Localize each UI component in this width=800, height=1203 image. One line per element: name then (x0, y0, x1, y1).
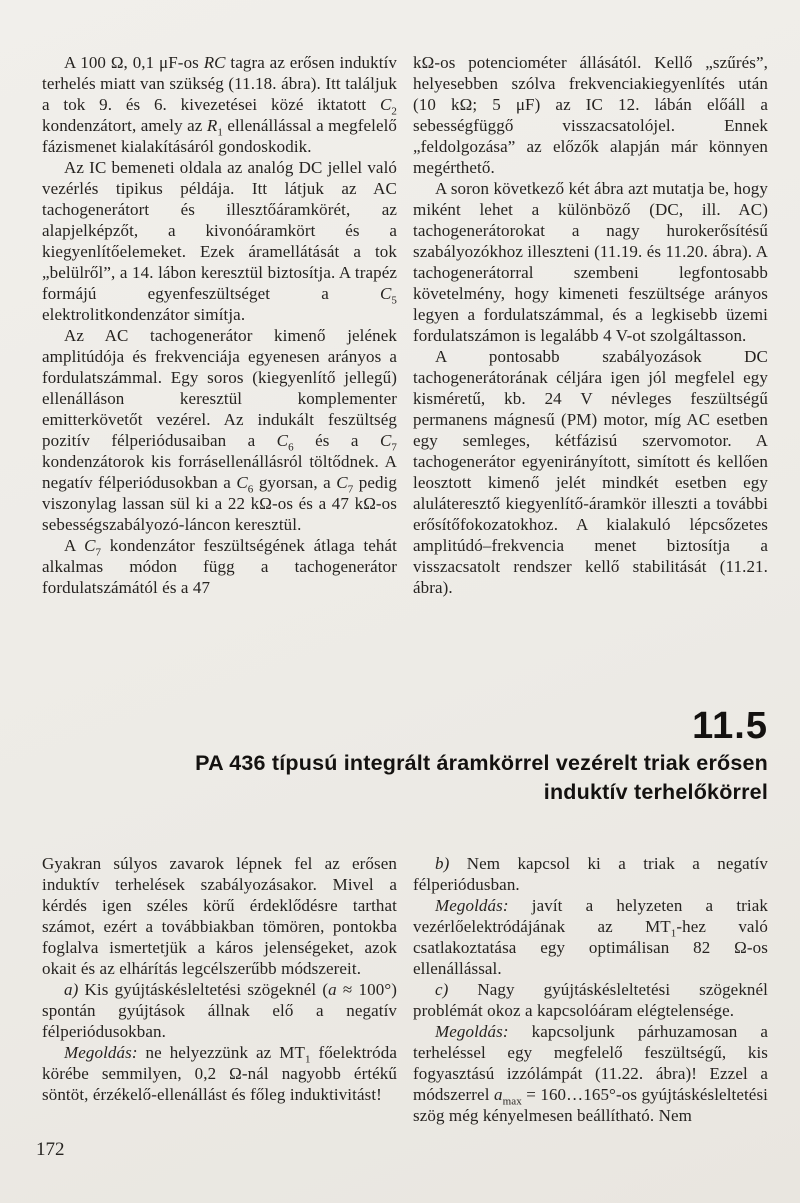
text-run: kΩ-os potenciométer állásától. Kellő „szűrés”, helyesebben szólva frekvenciakiegyenlítés után (10 kΩ; 5 μF) az IC 12. lábán előáll a sebességfüggő visszacsatolójel. Ennek „feldolgozása” az előzők alapján már könnyen megérthető. (413, 53, 768, 177)
text-run: 5 (391, 294, 397, 307)
text-run: főelektróda körébe semmilyen, 0,2 Ω-nál nagyobb értékű söntöt, érzékelő-ellenállást és főleg induktivitást! (42, 1043, 397, 1104)
text-run: C (84, 536, 96, 555)
text-run: Az IC bemeneti oldala az analóg DC jellel való vezérlés tipikus példája. Itt látjuk az AC tachogenerátort és illesztőáramkörét, az alapjelképzőt, a kivonóáramkört és a kiegyenlítőelemeket. Ezek áramellátását a tok „belülről”, a 14. lábon keresztül biztosítja. A trapéz formájú egyenfeszültséget a (42, 158, 397, 303)
bottom-right-column (413, 853, 768, 1126)
text-run: kapcsoljunk párhuzamosan a terheléssel egy megfelelő feszültségű, kis fogyasztású izzólámpát (11.22. ábra)! Ezzel a módszerrel (413, 1022, 768, 1104)
section-heading (42, 706, 768, 807)
section-title-line-1: PA 436 típusú integrált áramkörrel vezérelt triak erősen (195, 751, 768, 775)
text-run: A soron következő két ábra azt mutatja be, hogy miként lehet a különböző (DC, ill. AC) tachogenerátorokat a nagy hurokerősítésű szabályozókhoz illeszteni (11.19. és 11.20. ábra). A tachogenerátorral szembeni legfontosabb követelmény, hogy kimeneti feszültsége arányos legyen a fordulatszámmal, és a legkisebb üzemi fordulatszámon is legalább 4 V-ot szolgáltasson. (413, 179, 768, 345)
text-run: 7 (347, 483, 354, 496)
paragraph (413, 52, 768, 178)
paragraph (42, 1042, 397, 1105)
text-run: a) (64, 980, 79, 999)
bottom-section (42, 853, 768, 1126)
page-number: 172 (36, 1139, 65, 1160)
text-run: javít a helyzeten a triak vezérlőelektródájának az MT (413, 896, 768, 936)
paragraph (42, 52, 397, 157)
text-run: Megoldás: (435, 1022, 509, 1041)
text-run: Az AC tachogenerátor kimenő jelének amplitúdója és frekvenciája egyenesen arányos a fordulatszámmal. Egy soros (kiegyenlítő jellegű) ellenálláson keresztül komplementer emitterkövetőt vezérel. Az indukált feszültség pozitív félperiódusaiban a (42, 326, 397, 450)
paragraph (42, 853, 397, 979)
paragraph (413, 346, 768, 598)
paragraph (42, 325, 397, 535)
top-left-column (42, 52, 397, 598)
text-run: 7 (391, 441, 397, 454)
text-run: C (276, 431, 289, 450)
text-run: Megoldás: (64, 1043, 138, 1062)
section-title (42, 749, 768, 807)
text-run: Nem kapcsol ki a triak a negatív félperiódusban. (413, 854, 768, 894)
text-run: kondenzátorok kis forrásellenállásról töltődnek. A negatív félperiódusokban a (42, 452, 397, 492)
text-run: C (379, 431, 392, 450)
text-run: Nagy gyújtáskésleltetési szögeknél problémát okoz a kapcsolóáram elégtelensége. (413, 980, 768, 1020)
bottom-left-column (42, 853, 397, 1126)
text-run: b) (435, 854, 450, 873)
text-run: -hez való csatlakoztatása egy optimálisan 82 Ω-os ellenállással. (413, 917, 768, 978)
top-right-column (413, 52, 768, 598)
text-run: a (328, 980, 337, 999)
text-run: Megoldás: (435, 896, 509, 915)
text-run: ne helyezzünk az MT (137, 1043, 305, 1062)
text-run: kondenzátort, amely az (42, 116, 207, 135)
top-section (42, 52, 768, 598)
paragraph (413, 853, 768, 895)
text-run: C (236, 473, 248, 492)
paragraph (413, 178, 768, 346)
text-run: A (64, 536, 85, 555)
text-run: kondenzátor feszültségének átlaga tehát alkalmas módon függ a tachogenerátor fordulatszámától és a 47 (42, 536, 397, 597)
paragraph (42, 535, 397, 598)
text-run: RC (203, 53, 226, 72)
section-number: 11.5 (692, 705, 768, 747)
paragraph (413, 979, 768, 1021)
text-run: 7 (95, 546, 102, 559)
text-run: Gyakran súlyos zavarok lépnek fel az erősen induktív terhelések szabályozásakor. Mivel a kérdés igen széles körű érdeklődésre tarthat számot, ezért a továbbiakban tömören, pontokba foglalva ismertetjük a káros jelenségeket, azok okait és az elhárítás legcélszerűbb módszereit. (42, 854, 397, 978)
text-run: c) (435, 980, 449, 999)
text-run: a (493, 1085, 503, 1104)
paragraph (413, 895, 768, 979)
text-run: R (206, 116, 218, 135)
text-run: C (336, 473, 348, 492)
text-run: ellenállással a megfelelő fázismenet kialakításáról gondoskodik. (42, 116, 398, 156)
text-run: 1 (217, 126, 223, 139)
text-run: A pontosabb szabályozások DC tachogenerátorának céljára igen jól megfelel egy kisméretű, kb. 24 V névleges feszültségű permanens mágnesű (PM) motor, míg AC esetben egy semleges, kétfázisú szervomotor. A tachogenerátor egyenirányított, simított és kellően leosztott kimenő jelét mindkét esetben egy aluláteresztő kiegyenlítő-áramkör illeszti a további erősítőfokozatokhoz. A kialakuló lépcsőzetes amplitúdó–frekvencia menet biztosítja a visszacsatolt rendszer kellő stabilitását (11.21. ábra). (413, 347, 768, 597)
text-run: pedig viszonylag lassan sül ki a 22 kΩ-os és a 47 kΩ-os sebességszabályozó-láncon keresztül. (42, 473, 398, 534)
text-run: Kis gyújtáskésleltetési szögeknél ( (78, 980, 329, 999)
paragraph (42, 157, 397, 325)
text-run: max (502, 1095, 522, 1108)
paragraph (42, 979, 397, 1042)
text-run: = 160…165°-os gyújtáskésleltetési szög még kényelmesen beállítható. Nem (413, 1085, 768, 1125)
text-run: C (379, 95, 392, 114)
text-run: 1 (304, 1053, 311, 1066)
text-run: 2 (391, 105, 397, 118)
text-run: ≈ 100°) spontán gyújtások állnak elő a negatív félperiódusokban. (42, 980, 397, 1041)
text-run: C (379, 284, 392, 303)
text-run: 6 (247, 483, 254, 496)
text-run: és a (293, 431, 380, 450)
text-run: 1 (670, 927, 677, 940)
section-title-line-2: induktív terhelőkörrel (543, 780, 768, 804)
text-run: elektrolitkondenzátor simítja. (42, 305, 246, 324)
text-run: gyorsan, a (253, 473, 337, 492)
text-run: 6 (288, 441, 294, 454)
text-run: tagra az erősen induktív terhelés miatt van szükség (11.18. ábra). Itt találjuk a tok 9. és 6. kivezetései közé iktatott (42, 53, 397, 114)
text-run: A 100 Ω, 0,1 μF-os (64, 53, 204, 72)
paragraph (413, 1021, 768, 1126)
